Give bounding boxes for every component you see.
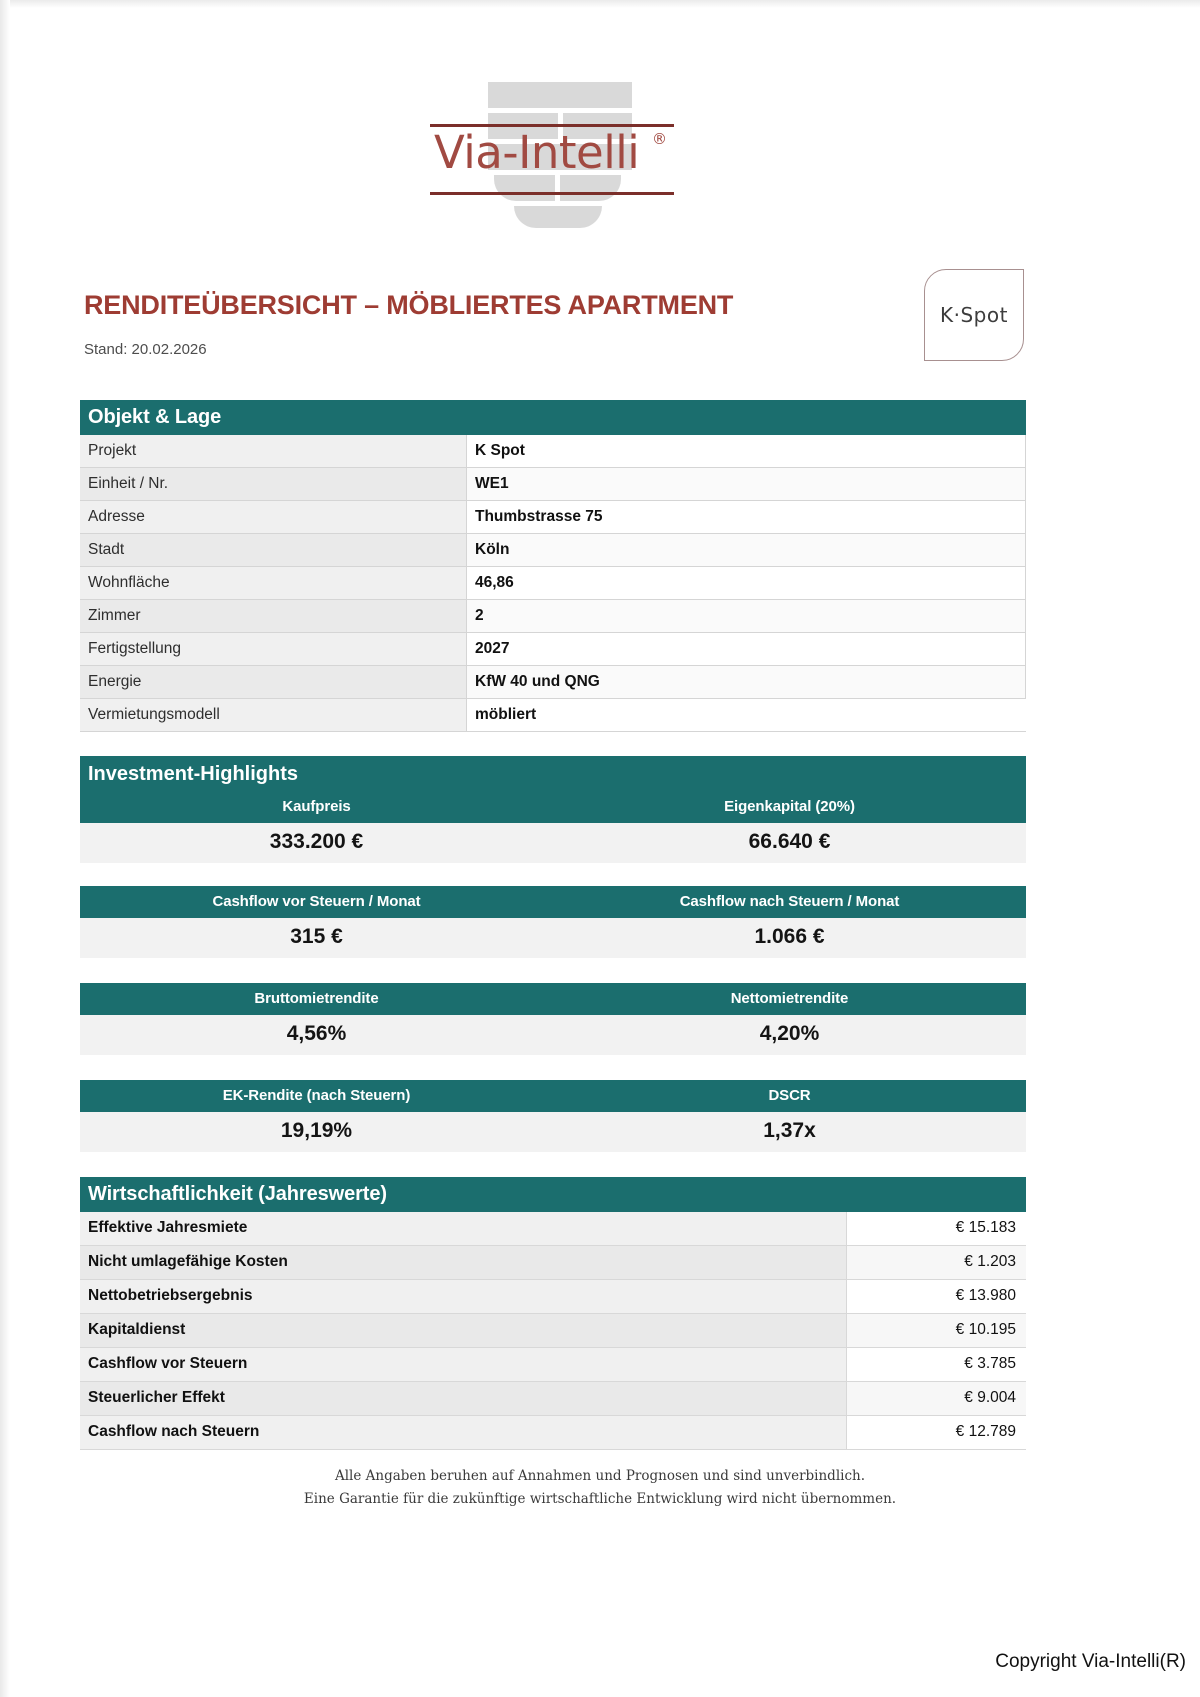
table-row bbox=[80, 468, 1026, 501]
kpi-label-cashflow-vor-steuern-monat: Cashflow vor Steuern / Monat bbox=[212, 893, 421, 910]
row-label: Effektive Jahresmiete bbox=[80, 1212, 847, 1246]
object-section-header: Objekt & Lage bbox=[80, 400, 1026, 435]
row-value: KfW 40 und QNG bbox=[467, 666, 1026, 699]
row-label: Fertigstellung bbox=[80, 633, 467, 666]
row-amount: € 15.183 bbox=[847, 1212, 1027, 1246]
row-label: Projekt bbox=[80, 435, 467, 468]
row-label: Stadt bbox=[80, 534, 467, 567]
kpi-value-dscr: 1,37x bbox=[763, 1119, 816, 1142]
kpi-value-bruttomietrendite: 4,56% bbox=[286, 1022, 347, 1045]
kpi-group-4-header bbox=[80, 1080, 1026, 1112]
kpi-label-eigenkapital: Eigenkapital (20%) bbox=[724, 798, 855, 815]
row-value: Thumbstrasse 75 bbox=[467, 501, 1026, 534]
table-row bbox=[80, 1348, 1026, 1382]
table-row bbox=[80, 633, 1026, 666]
kpi-group-2-header bbox=[80, 886, 1026, 918]
table-row bbox=[80, 567, 1026, 600]
disclaimer-line-1: Alle Angaben beruhen auf Annahmen und Prognosen und sind unverbindlich. bbox=[334, 1468, 866, 1484]
kpi-label-ek-rendite: EK-Rendite (nach Steuern) bbox=[222, 1087, 411, 1104]
row-amount: € 12.789 bbox=[847, 1416, 1027, 1450]
highlights-section bbox=[80, 756, 1026, 863]
kpi-label-kaufpreis: Kaufpreis bbox=[282, 798, 351, 815]
page-edge-shadow-top bbox=[0, 0, 1200, 8]
kpi-value-eigenkapital: 66.640 € bbox=[748, 830, 831, 853]
kspot-badge-label: K·Spot bbox=[940, 303, 1008, 327]
row-amount: € 3.785 bbox=[847, 1348, 1027, 1382]
row-label: Einheit / Nr. bbox=[80, 468, 467, 501]
kpi-group-3 bbox=[80, 983, 1026, 1055]
table-row bbox=[80, 1212, 1026, 1246]
kpi-label-dscr: DSCR bbox=[768, 1087, 811, 1104]
table-row bbox=[80, 501, 1026, 534]
page-title: RENDITEÜBERSICHT – MÖBLIERTES APARTMENT bbox=[84, 290, 734, 320]
kpi-group-4-values bbox=[80, 1112, 1026, 1152]
table-row bbox=[80, 1246, 1026, 1280]
kpi-group-1-header bbox=[80, 791, 1026, 823]
row-label: Nicht umlagefähige Kosten bbox=[80, 1246, 847, 1280]
kpi-group-2-values bbox=[80, 918, 1026, 958]
registered-trademark-icon: ® bbox=[652, 130, 667, 148]
row-value: 46,86 bbox=[467, 567, 1026, 600]
kpi-group-2 bbox=[80, 886, 1026, 958]
economics-section-header: Wirtschaftlichkeit (Jahreswerte) bbox=[80, 1177, 1026, 1212]
copyright-notice: Copyright Via-Intelli(R) bbox=[995, 1651, 1186, 1672]
row-label: Kapitaldienst bbox=[80, 1314, 847, 1348]
object-section bbox=[80, 400, 1026, 732]
logo-rule-bottom bbox=[430, 192, 674, 195]
row-amount: € 13.980 bbox=[847, 1280, 1027, 1314]
row-label: Energie bbox=[80, 666, 467, 699]
row-value: 2 bbox=[467, 600, 1026, 633]
row-value: K Spot bbox=[467, 435, 1026, 468]
row-amount: € 1.203 bbox=[847, 1246, 1027, 1280]
row-value: möbliert bbox=[467, 699, 1026, 732]
page-edge-shadow-left bbox=[0, 0, 10, 1697]
row-label: Wohnfläche bbox=[80, 567, 467, 600]
row-value: Köln bbox=[467, 534, 1026, 567]
logo-wordmark: Via-Intelli bbox=[434, 126, 640, 179]
kpi-label-cashflow-nach-steuern-monat: Cashflow nach Steuern / Monat bbox=[679, 893, 900, 910]
economics-section bbox=[80, 1177, 1026, 1450]
kpi-value-cashflow-vor-steuern-monat: 315 € bbox=[290, 925, 343, 948]
row-label: Steuerlicher Effekt bbox=[80, 1382, 847, 1416]
disclaimer-line-2: Eine Garantie für die zukünftige wirtschaftliche Entwicklung wird nicht übernommen. bbox=[303, 1491, 897, 1507]
highlights-section-header: Investment-Highlights bbox=[80, 756, 1026, 791]
table-row bbox=[80, 1416, 1026, 1450]
kpi-value-kaufpreis: 333.200 € bbox=[269, 830, 364, 853]
table-row bbox=[80, 435, 1026, 468]
row-amount: € 9.004 bbox=[847, 1382, 1027, 1416]
row-label: Cashflow nach Steuern bbox=[80, 1416, 847, 1450]
kpi-value-nettomietrendite: 4,20% bbox=[759, 1022, 820, 1045]
table-row bbox=[80, 1382, 1026, 1416]
table-row bbox=[80, 699, 1026, 732]
kpi-group-1-values bbox=[80, 823, 1026, 863]
page-date-subtitle: Stand: 20.02.2026 bbox=[84, 341, 207, 358]
row-label: Vermietungsmodell bbox=[80, 699, 467, 732]
economics-table bbox=[80, 1212, 1026, 1450]
table-row bbox=[80, 1280, 1026, 1314]
row-label: Zimmer bbox=[80, 600, 467, 633]
kpi-label-bruttomietrendite: Bruttomietrendite bbox=[254, 990, 379, 1007]
kpi-label-nettomietrendite: Nettomietrendite bbox=[730, 990, 849, 1007]
kpi-value-cashflow-nach-steuern-monat: 1.066 € bbox=[754, 925, 825, 948]
table-row bbox=[80, 1314, 1026, 1348]
row-label: Nettobetriebsergebnis bbox=[80, 1280, 847, 1314]
kpi-group-3-values bbox=[80, 1015, 1026, 1055]
kpi-group-3-header bbox=[80, 983, 1026, 1015]
table-row bbox=[80, 534, 1026, 567]
table-row bbox=[80, 600, 1026, 633]
kpi-group-4 bbox=[80, 1080, 1026, 1152]
table-row bbox=[80, 666, 1026, 699]
row-value: WE1 bbox=[467, 468, 1026, 501]
object-info-table bbox=[80, 435, 1026, 732]
row-value: 2027 bbox=[467, 633, 1026, 666]
company-logo bbox=[430, 68, 690, 243]
row-label: Adresse bbox=[80, 501, 467, 534]
row-amount: € 10.195 bbox=[847, 1314, 1027, 1348]
row-label: Cashflow vor Steuern bbox=[80, 1348, 847, 1382]
kpi-value-ek-rendite: 19,19% bbox=[280, 1119, 353, 1142]
kspot-badge bbox=[924, 269, 1024, 361]
